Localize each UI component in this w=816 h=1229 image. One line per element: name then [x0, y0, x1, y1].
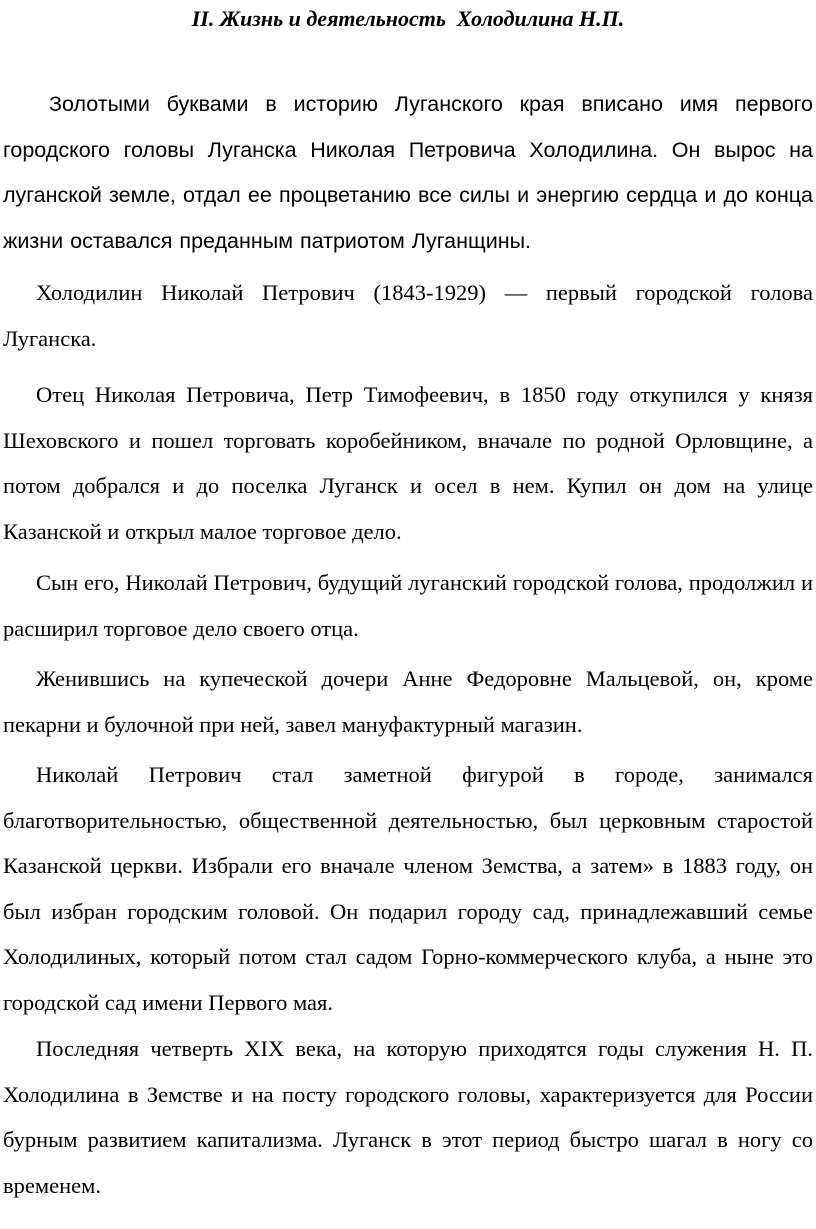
paragraph-5: Николай Петрович стал заметной фигурой в городе, занимался благотворительностью, общественной деятельностью, был церковным старостой Казанской церкви. Избрали его вначале членом Земства, а затем» в 1883 году, он был избран городским головой. Он подарил городу сад, принадлежавший семье Холодилиных, который потом стал садом Горно-коммерческого клуба, а ныне это городской сад имени Первого мая. [3, 762, 813, 1015]
intro-paragraph: Золотыми буквами в историю Луганского края вписано имя первого городского головы Луганска Николая Петровича Холодилина. Он вырос на луганской земле, отдал ее процветанию все силы и энергию сердца и до конца жизни оставался преданным патриотом Луганщины. [3, 92, 813, 253]
document-title: II. Жизнь и деятельность Холодилина Н.П. [191, 6, 625, 31]
paragraph-4: Женившись на купеческой дочери Анне Федоровне Мальцевой, он, кроме пекарни и булочной при ней, завел мануфактурный магазин. [3, 666, 813, 737]
paragraph-1: Холодилин Николай Петрович (1843-1929) — первый городской голова Луганска. [3, 280, 813, 351]
paragraph-6: Последняя четверть XIX века, на которую приходятся годы служения Н. П. Холодилина в Земстве и на посту городского головы, характеризуется для России бурным развитием капитализма. Луганск в этот период быстро шагал в ногу со временем. [3, 1036, 813, 1198]
paragraph-2: Отец Николая Петровича, Петр Тимофеевич, в 1850 году откупился у князя Шеховского и пошел торговать коробейником, вначале по родной Орловщине, а потом добрался и до поселка Луганск и осел в нем. Купил он дом на улице Казанской и открыл малое торговое дело. [3, 382, 813, 544]
paragraph-3: Сын его, Николай Петрович, будущий луганский городской голова, продолжил и расширил торговое дело своего отца. [3, 570, 813, 641]
